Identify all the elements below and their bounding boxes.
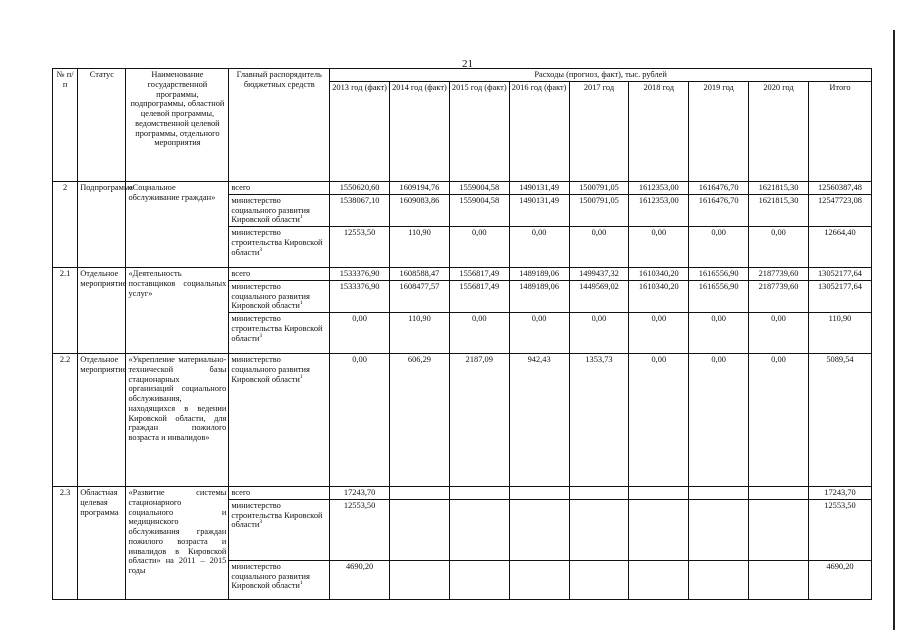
- row-year-value: 1621815,30: [749, 194, 809, 226]
- row-status: Отдельное мероприятие: [78, 354, 126, 487]
- header-name: Наименование государственной программы, подпрограммы, областной целевой программы, ведомственной целевой программы, отдельного мероприятия: [126, 69, 229, 182]
- row-year-value: 1609083,86: [390, 194, 450, 226]
- row-total-value: 4690,20: [808, 560, 871, 599]
- header-total: Итого: [808, 81, 871, 181]
- row-total-value: 12664,40: [808, 227, 871, 268]
- row-manager: [229, 268, 330, 281]
- row-number: 2.2: [53, 354, 78, 487]
- row-year-value: [569, 487, 629, 500]
- row-year-value: 1616556,90: [689, 268, 749, 281]
- row-year-value: 0,00: [330, 313, 390, 354]
- row-year-value: 0,00: [629, 227, 689, 268]
- manager-label: министерство строительства Кировской области: [231, 314, 323, 343]
- row-year-value: 12553,50: [330, 499, 390, 560]
- row-year-value: [449, 499, 509, 560]
- header-year: 2018 год: [629, 81, 689, 181]
- row-total-value: 13052177,64: [808, 280, 871, 312]
- row-year-value: [449, 560, 509, 599]
- row-year-value: 0,00: [449, 313, 509, 354]
- manager-label: министерство строительства Кировской области: [231, 500, 323, 530]
- row-status: Подпрограмма: [78, 182, 126, 268]
- header-year: 2016 год (факт): [509, 81, 569, 181]
- header-year: 2017 год: [569, 81, 629, 181]
- footnote-mark: 1: [299, 373, 303, 380]
- row-year-value: 1499437,32: [569, 268, 629, 281]
- row-year-value: [390, 487, 450, 500]
- row-year-value: 1490131,49: [509, 182, 569, 195]
- row-year-value: 0,00: [749, 354, 809, 487]
- row-year-value: 606,29: [390, 354, 450, 487]
- header-manager: Главный распорядитель бюджетных средств: [229, 69, 330, 182]
- row-year-value: 1621815,30: [749, 182, 809, 195]
- row-name: «Развитие системы стационарного социального и медицинского обслуживания граждан пожилого возраста и инвалидов в Кировской области» на 2011 – 2015 годы: [126, 487, 229, 600]
- footnote-mark: 3: [259, 246, 263, 253]
- row-total-value: 5089,54: [808, 354, 871, 487]
- row-year-value: [390, 560, 450, 599]
- header-row-1: [53, 69, 872, 82]
- row-year-value: 0,00: [749, 313, 809, 354]
- row-year-value: 0,00: [569, 227, 629, 268]
- row-year-value: 0,00: [689, 227, 749, 268]
- row-year-value: [569, 499, 629, 560]
- row-year-value: 0,00: [569, 313, 629, 354]
- row-total-value: 12553,50: [808, 499, 871, 560]
- manager-label: министерство социального развития Кировской области: [231, 195, 310, 225]
- row-year-value: [509, 499, 569, 560]
- footnote-mark: 1: [299, 580, 303, 587]
- row-year-value: [629, 487, 689, 500]
- scan-edge-mark: [893, 30, 895, 630]
- row-year-value: 1550620,60: [330, 182, 390, 195]
- row-year-value: [449, 487, 509, 500]
- table-row: [53, 487, 872, 500]
- row-year-value: [749, 487, 809, 500]
- row-manager: [229, 560, 330, 599]
- row-manager: [229, 313, 330, 354]
- row-manager: [229, 227, 330, 268]
- row-year-value: [629, 499, 689, 560]
- row-manager: [229, 499, 330, 560]
- row-manager: [229, 194, 330, 226]
- row-year-value: 0,00: [749, 227, 809, 268]
- row-year-value: 1489189,06: [509, 280, 569, 312]
- row-year-value: [509, 560, 569, 599]
- row-year-value: 2187,09: [449, 354, 509, 487]
- row-year-value: 110,90: [390, 313, 450, 354]
- row-year-value: [689, 560, 749, 599]
- row-year-value: 1559004,58: [449, 182, 509, 195]
- header-year: 2019 год: [689, 81, 749, 181]
- row-year-value: 2187739,60: [749, 268, 809, 281]
- row-year-value: [689, 487, 749, 500]
- row-year-value: 0,00: [449, 227, 509, 268]
- row-year-value: [390, 499, 450, 560]
- row-year-value: 1616556,90: [689, 280, 749, 312]
- row-status: Областная целевая программа: [78, 487, 126, 600]
- row-total-value: 13052177,64: [808, 268, 871, 281]
- row-name: «Деятельность поставщиков социальных услуг»: [126, 268, 229, 354]
- row-manager: [229, 487, 330, 500]
- row-manager: [229, 354, 330, 487]
- manager-label: всего: [231, 269, 251, 278]
- table-body: [53, 182, 872, 600]
- row-name: «Укрепление материально-технической базы стационарных организаций социального обслуживания, находящихся в ведении Кировской области, для граждан пожилого возраста и инвалидов»: [126, 354, 229, 487]
- header-status: Статус: [78, 69, 126, 182]
- row-year-value: 1538067,10: [330, 194, 390, 226]
- manager-label: министерство социального развития Кировской области: [231, 561, 310, 591]
- table-row: [53, 182, 872, 195]
- row-total-value: 12560387,48: [808, 182, 871, 195]
- row-year-value: 1500791,05: [569, 194, 629, 226]
- row-year-value: [749, 499, 809, 560]
- row-year-value: 1353,73: [569, 354, 629, 487]
- table-row: [53, 354, 872, 487]
- footnote-mark: 1: [299, 214, 303, 221]
- row-year-value: 1612353,00: [629, 182, 689, 195]
- row-year-value: 1489189,06: [509, 268, 569, 281]
- header-num: № п/п: [53, 69, 78, 182]
- row-year-value: 4690,20: [330, 560, 390, 599]
- row-year-value: [749, 560, 809, 599]
- row-year-value: 0,00: [509, 227, 569, 268]
- header-expenses: Расходы (прогноз, факт), тыс. рублей: [330, 69, 872, 82]
- footnote-mark: 3: [259, 519, 263, 526]
- row-year-value: 1612353,00: [629, 194, 689, 226]
- table-row: [53, 268, 872, 281]
- row-year-value: 1608588,47: [390, 268, 450, 281]
- row-year-value: 110,90: [390, 227, 450, 268]
- row-year-value: 942,43: [509, 354, 569, 487]
- row-year-value: 0,00: [689, 313, 749, 354]
- manager-label: министерство социального развития Кировской области: [231, 281, 310, 311]
- row-year-value: 1608477,57: [390, 280, 450, 312]
- row-year-value: 12553,50: [330, 227, 390, 268]
- row-year-value: 17243,70: [330, 487, 390, 500]
- row-number: 2.3: [53, 487, 78, 600]
- row-manager: [229, 280, 330, 312]
- row-year-value: 0,00: [629, 354, 689, 487]
- row-status: Отдельное мероприятие: [78, 268, 126, 354]
- row-total-value: 17243,70: [808, 487, 871, 500]
- manager-label: всего: [231, 488, 251, 497]
- row-year-value: 1490131,49: [509, 194, 569, 226]
- row-number: 2: [53, 182, 78, 268]
- header-year: 2015 год (факт): [449, 81, 509, 181]
- row-year-value: 2187739,60: [749, 280, 809, 312]
- header-year: 2014 год (факт): [390, 81, 450, 181]
- row-year-value: 1610340,20: [629, 280, 689, 312]
- row-year-value: 0,00: [689, 354, 749, 487]
- row-year-value: [629, 560, 689, 599]
- header-year: 2013 год (факт): [330, 81, 390, 181]
- row-year-value: 1533376,90: [330, 268, 390, 281]
- row-year-value: [569, 560, 629, 599]
- manager-label: всего: [231, 183, 251, 192]
- footnote-mark: 3: [259, 332, 263, 339]
- row-manager: [229, 182, 330, 195]
- row-year-value: 1533376,90: [330, 280, 390, 312]
- manager-label: министерство строительства Кировской области: [231, 228, 323, 257]
- row-total-value: 12547723,08: [808, 194, 871, 226]
- row-name: «Социальное обслуживание граждан»: [126, 182, 229, 268]
- row-year-value: 1556817,49: [449, 280, 509, 312]
- row-year-value: 1616476,70: [689, 194, 749, 226]
- row-year-value: 0,00: [330, 354, 390, 487]
- row-year-value: 1500791,05: [569, 182, 629, 195]
- row-year-value: 1616476,70: [689, 182, 749, 195]
- expenses-table: [52, 68, 872, 600]
- row-year-value: 1610340,20: [629, 268, 689, 281]
- row-year-value: 1556817,49: [449, 268, 509, 281]
- row-year-value: [689, 499, 749, 560]
- row-year-value: 1609194,76: [390, 182, 450, 195]
- manager-label: министерство социального развития Кировской области: [231, 355, 310, 384]
- row-year-value: 0,00: [509, 313, 569, 354]
- row-year-value: 0,00: [629, 313, 689, 354]
- row-total-value: 110,90: [808, 313, 871, 354]
- header-year: 2020 год: [749, 81, 809, 181]
- row-number: 2.1: [53, 268, 78, 354]
- footnote-mark: 1: [299, 300, 303, 307]
- row-year-value: 1449569,02: [569, 280, 629, 312]
- row-year-value: 1559004,58: [449, 194, 509, 226]
- page-number: 21: [462, 58, 473, 70]
- row-year-value: [509, 487, 569, 500]
